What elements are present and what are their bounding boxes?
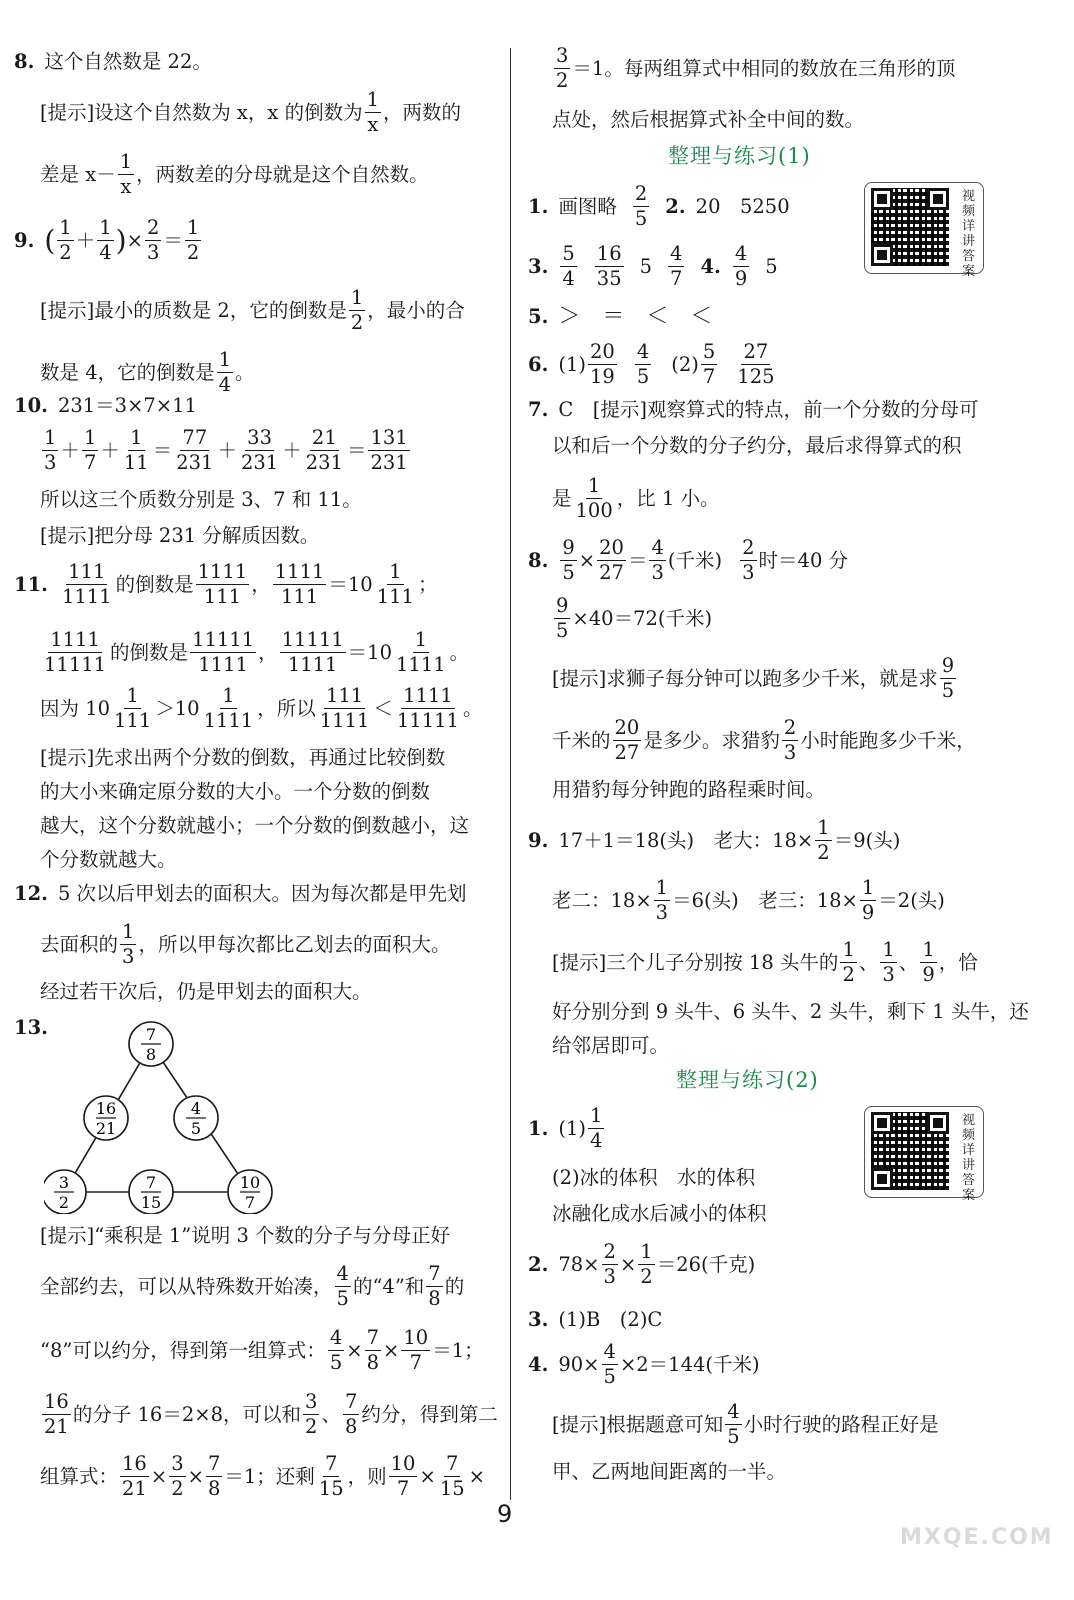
node-denominator: 8: [145, 1045, 157, 1064]
diagram-node: [84, 1096, 128, 1140]
fraction: $\frac{11111}{1111}$: [192, 628, 255, 677]
fraction: $\frac{7}{8}$: [366, 1326, 380, 1375]
q8-hint-line1: [提示]设这个自然数为 x，x 的倒数为 $\frac{1}{x}$ ，两数的: [40, 88, 462, 137]
fraction: $\frac{1}{4}$: [218, 348, 232, 397]
node-numerator: 4: [190, 1099, 202, 1118]
p-answer-9-line1: 9. 17＋1＝18(头) 老大：18× $\frac{1}{2}$ ＝9(头): [528, 816, 901, 865]
p-answer-9-hint2: 好分别分到 9 头牛、6 头牛、2 头牛，剩下 1 头牛，还: [552, 1000, 1029, 1023]
fraction: $\frac{1}{9}$: [861, 876, 875, 925]
fraction: $\frac{111}{1111}$: [319, 684, 370, 733]
fraction: $\frac{1}{11}$: [123, 426, 149, 475]
fraction: $\frac{1111}{111}$: [197, 560, 248, 609]
node-numerator: 10: [239, 1173, 261, 1192]
q11-hint3: 越大，这个分数就越小；一个分数的倒数越小，这: [40, 814, 470, 837]
r-answer-1-line3: 冰融化成水后减小的体积: [552, 1202, 767, 1225]
fraction: $\frac{1}{2}$: [817, 816, 830, 865]
q12-line3: 经过若干次后，仍是甲划去的面积大。: [40, 980, 372, 1003]
fraction: $\frac{1}{3}$: [44, 426, 57, 475]
fraction: $\frac{111}{1111}$: [61, 560, 112, 609]
fraction: $\frac{7}{8}$: [344, 1390, 358, 1439]
fraction: $\frac{1}{2}$: [186, 216, 200, 265]
diagram-node: [129, 1170, 173, 1214]
q10-factorization: 10. 231＝3×7×11: [14, 394, 197, 417]
fraction: $\frac{4}{5}$: [603, 1340, 616, 1389]
r-answer-2: 2. 78× $\frac{2}{3}$ × $\frac{1}{2}$ ＝26(千克): [528, 1240, 756, 1289]
fraction: $\frac{4}{5}$: [336, 1262, 349, 1311]
fraction: $\frac{3}{2}$: [305, 1390, 318, 1439]
r-answer-1-line2: (2)冰的体积 水的体积: [552, 1166, 756, 1189]
fraction: $\frac{4}{5}$: [329, 1326, 343, 1375]
fraction: $\frac{1}{100}$: [575, 474, 613, 523]
fraction: $\frac{20}{27}$: [614, 716, 640, 765]
fraction: $\frac{1}{3}$: [882, 938, 895, 987]
page-number: 9: [497, 1500, 513, 1528]
node-denominator: 21: [95, 1119, 117, 1138]
fraction: $\frac{1111}{11111}$: [396, 684, 459, 733]
fraction: $\frac{1}{9}$: [922, 938, 935, 987]
p-answer-9-hint1: [提示]三个儿子分别按 18 头牛的 $\frac{1}{2}$ 、 $\frac{1}{3}$ 、 $\frac{1}{9}$ ，恰: [552, 938, 978, 987]
qr-code-1[interactable]: [864, 182, 984, 279]
fraction: $\frac{2}{3}$: [146, 216, 160, 265]
qr-finder: [871, 1168, 893, 1190]
fraction: $\frac{4}{7}$: [670, 242, 683, 291]
p-answer-7-line1: 7. C [提示]观察算式的特点，前一个分数的分母可: [528, 398, 979, 421]
p-answer-6: 6. (1) $\frac{20}{19}$ $\frac{4}{5}$ (2) $\frac{5}{7}$ $\frac{27}{125}$: [528, 340, 775, 389]
p-answer-8-hint1: [提示]求狮子每分钟可以跑多少千米，就是求 $\frac{9}{5}$: [552, 654, 955, 703]
q12-line1: 12. 5 次以后甲划去的面积大。因为每次都是甲先划: [14, 882, 467, 905]
fraction: $\frac{21}{231}$: [305, 426, 343, 475]
node-denominator: 2: [58, 1193, 70, 1212]
fraction: $\frac{4}{5}$: [636, 340, 650, 389]
node-denominator: 7: [244, 1193, 256, 1212]
p-answer-7-line3: 是 $\frac{1}{100}$ ，比 1 小。: [552, 474, 720, 523]
triangle-diagram: [44, 1014, 304, 1214]
q9-hint-line1: [提示]最小的质数是 2，它的倒数是 $\frac{1}{2}$ ，最小的合: [40, 286, 465, 335]
column-divider: [510, 48, 511, 1500]
p-answer-7-line2: 以和后一个分数的分子约分，最后求得算式的积: [552, 434, 962, 457]
p-answer-9-line2: 老二：18× $\frac{1}{3}$ ＝6(头) 老三：18× $\frac{1}{9}$ ＝2(头): [552, 876, 945, 925]
fraction: $\frac{5}{4}$: [562, 242, 575, 291]
node-numerator: 7: [145, 1025, 157, 1044]
fraction: $\frac{3}{2}$: [171, 1452, 184, 1501]
watermark: MXQE.COM: [900, 1525, 1054, 1550]
fraction: $\frac{11111}{1111}$: [281, 628, 344, 677]
fraction: $\frac{1}{1111}$: [396, 628, 446, 677]
p-answer-8-hint3: 用猎豹每分钟跑的路程乘时间。: [552, 778, 826, 801]
fraction: $\frac{2}{3}$: [783, 716, 797, 765]
fraction: $\frac{7}{8}$: [428, 1262, 441, 1311]
fraction: $\frac{20}{19}$: [589, 340, 615, 389]
fraction: $\frac{1}{111}$: [114, 684, 152, 733]
qr-finder: [927, 1112, 949, 1134]
fraction: $\frac{7}{8}$: [207, 1452, 221, 1501]
node-numerator: 7: [145, 1173, 157, 1192]
fraction: $\frac{9}{5}$: [556, 594, 569, 643]
fraction: $\frac{7}{15}$: [439, 1452, 465, 1501]
fraction: $\frac{1}{3}$: [655, 876, 669, 925]
qr-code-2[interactable]: [864, 1106, 984, 1203]
q9-hint-line2: 数是 4，它的倒数是 $\frac{1}{4}$ 。: [40, 348, 255, 397]
q10-conclusion: 所以这三个质数分别是 3、7 和 11。: [40, 488, 362, 511]
fraction: $\frac{10}{7}$: [390, 1452, 416, 1501]
q13-hint3: “8”可以约分，得到第一组算式： $\frac{4}{5}$ × $\frac{7}{8}$ × $\frac{10}{7}$ ＝1；: [40, 1326, 484, 1375]
fraction: $\frac{1}{4}$: [589, 1104, 603, 1153]
q13-continuation1: $\frac{3}{2}$ ＝1。每两组算式中相同的数放在三角形的顶: [556, 44, 956, 93]
fraction: $\frac{1}{2}$: [59, 216, 72, 265]
q9-equation: 9. ( $\frac{1}{2}$ ＋ $\frac{1}{4}$ ) × $\frac{2}{3}$ ＝ $\frac{1}{2}$: [14, 216, 200, 265]
fraction: $\frac{9}{5}$: [562, 536, 575, 585]
q11-line1: 11. $\frac{111}{1111}$ 的倒数是 $\frac{1111}{111}$ ， $\frac{1111}{111}$ ＝10 $\frac{1}{111}$ ；: [14, 560, 438, 609]
node-numerator: 16: [95, 1099, 117, 1118]
node-numerator: 3: [58, 1173, 70, 1192]
p-answer-5: 5. ＞ ＝ ＜ ＜: [528, 304, 713, 329]
fraction: $\frac{20}{27}$: [599, 536, 624, 585]
q11-hint1: [提示]先求出两个分数的倒数，再通过比较倒数: [40, 746, 446, 769]
fraction: $\frac{131}{231}$: [370, 426, 408, 475]
fraction: $\frac{1}{3}$: [122, 920, 135, 969]
q13-hint1: [提示]“乘积是 1”说明 3 个数的分子与分母正好: [40, 1224, 451, 1247]
fraction: $\frac{1111}{111}$: [274, 560, 325, 609]
node-denominator: 5: [190, 1119, 202, 1138]
qr-finder: [927, 188, 949, 210]
p-answer-8-line1: 8. $\frac{9}{5}$ × $\frac{20}{27}$ ＝ $\frac{4}{3}$ (千米) $\frac{2}{3}$ 时＝40 分: [528, 536, 849, 585]
fraction: $\frac{1}{111}$: [376, 560, 414, 609]
fraction: $\frac{4}{9}$: [734, 242, 748, 291]
qr-caption: 视频详讲答案: [962, 1113, 976, 1203]
p-answers-3-4: 3. $\frac{5}{4}$ $\frac{16}{35}$ 5 $\frac{4}{7}$ 4. $\frac{4}{9}$ 5: [528, 242, 778, 291]
fraction: $\frac{3}{2}$: [556, 44, 569, 93]
fraction: $\frac{2}{5}$: [634, 182, 648, 231]
fraction: $\frac{1}{2}$: [350, 286, 364, 335]
r-answer-4: 4. 90× $\frac{4}{5}$ ×2＝144(千米): [528, 1340, 760, 1389]
qr-finder: [871, 188, 893, 210]
r-answer-3: 3. (1)B (2)C: [528, 1308, 663, 1331]
fraction: $\frac{5}{7}$: [702, 340, 716, 389]
fraction: $\frac{1}{x}$: [366, 88, 380, 137]
fraction: $\frac{4}{5}$: [727, 1400, 740, 1449]
q13-hint5: 组算式： $\frac{16}{21}$ × $\frac{3}{2}$ × $\frac{7}{8}$ ＝1；还剩 $\frac{7}{15}$ ，则 $\frac{10}{7}$ × $\frac{7}{15}$ ×: [40, 1452, 485, 1501]
q13-hint4: $\frac{16}{21}$ 的分子 16＝2×8，可以和 $\frac{3}{2}$ 、 $\frac{7}{8}$ 约分，得到第二: [44, 1390, 498, 1439]
r-answer-1-line1: 1. (1) $\frac{1}{4}$: [528, 1104, 603, 1153]
fraction: $\frac{27}{125}$: [737, 340, 775, 389]
r-answer-4-hint2: 甲、乙两地间距离的一半。: [552, 1460, 787, 1483]
fraction: $\frac{1111}{11111}$: [44, 628, 107, 677]
q8-answer: 8. 这个自然数是 22。: [14, 50, 212, 73]
fraction: $\frac{1}{4}$: [99, 216, 112, 265]
fraction: $\frac{10}{7}$: [403, 1326, 429, 1375]
fraction: $\frac{4}{3}$: [651, 536, 664, 585]
q11-line3: 因为 10 $\frac{1}{111}$ ＞10 $\frac{1}{1111}$ ，所以 $\frac{111}{1111}$ ＜ $\frac{1111}{11111}$ 。: [40, 684, 483, 733]
fraction: $\frac{1}{7}$: [83, 426, 97, 475]
qr-finder: [871, 244, 893, 266]
q8-hint-line2: 差是 x－ $\frac{1}{x}$ ，两数差的分母就是这个自然数。: [40, 150, 429, 199]
node-denominator: 15: [140, 1193, 162, 1212]
fraction: $\frac{16}{35}$: [596, 242, 622, 291]
fraction: $\frac{16}{21}$: [122, 1452, 147, 1501]
diagram-node: [44, 1170, 86, 1214]
fraction: $\frac{2}{3}$: [603, 1240, 616, 1289]
q12-line2: 去面积的 $\frac{1}{3}$ ，所以甲每次都比乙划去的面积大。: [40, 920, 451, 969]
fraction: $\frac{1}{x}$: [119, 150, 133, 199]
fraction: $\frac{1}{2}$: [640, 1240, 653, 1289]
q11-hint2: 的大小来确定原分数的大小。一个分数的倒数: [40, 780, 431, 803]
q10-sum: $\frac{1}{3}$ ＋ $\frac{1}{7}$ ＋ $\frac{1}{11}$ ＝ $\frac{77}{231}$ ＋ $\frac{33}{231}$ ＋ $\frac{21}{231}$ ＝ $\frac{131}{231}$: [44, 426, 408, 475]
fraction: $\frac{1}{2}$: [842, 938, 855, 987]
fraction: $\frac{1}{1111}$: [203, 684, 254, 733]
fraction: $\frac{9}{5}$: [941, 654, 955, 703]
p-answer-9-hint3: 给邻居即可。: [552, 1034, 670, 1057]
section-title-2: 整理与练习(2): [676, 1068, 819, 1092]
p-answer-8-hint2: 千米的 $\frac{20}{27}$ 是多少。求猎豹 $\frac{2}{3}$ 小时能跑多少千米，: [552, 716, 976, 765]
fraction: $\frac{16}{21}$: [44, 1390, 69, 1439]
qr-finder: [871, 1112, 893, 1134]
diagram-node: [129, 1022, 173, 1066]
q13-continuation2: 点处，然后根据算式补全中间的数。: [552, 108, 865, 131]
r-answer-4-hint1: [提示]根据题意可知 $\frac{4}{5}$ 小时行驶的路程正好是: [552, 1400, 939, 1449]
qr-caption: 视频详讲答案: [962, 189, 976, 279]
q11-line2: $\frac{1111}{11111}$ 的倒数是 $\frac{11111}{1111}$ ， $\frac{11111}{1111}$ ＝10 $\frac{1}{1111}$ 。: [44, 628, 470, 677]
q13-number: 13.: [14, 1016, 48, 1039]
fraction: $\frac{33}{231}$: [240, 426, 279, 475]
p-answer-8-line2: $\frac{9}{5}$ ×40＝72(千米): [556, 594, 713, 643]
fraction: $\frac{77}{231}$: [176, 426, 214, 475]
fraction: $\frac{7}{15}$: [318, 1452, 344, 1501]
q10-hint: [提示]把分母 231 分解质因数。: [40, 524, 320, 547]
q11-hint4: 个分数就越大。: [40, 848, 177, 871]
diagram-node: [174, 1096, 218, 1140]
section-title-1: 整理与练习(1): [668, 144, 811, 168]
q13-hint2: 全部约去，可以从特殊数开始凑， $\frac{4}{5}$ 的“4”和 $\frac{7}{8}$ 的: [40, 1262, 465, 1311]
fraction: $\frac{2}{3}$: [742, 536, 755, 585]
diagram-node: [228, 1170, 272, 1214]
p-answers-1-2: 1. 画图略 $\frac{2}{5}$ 2. 20 5250: [528, 182, 790, 231]
